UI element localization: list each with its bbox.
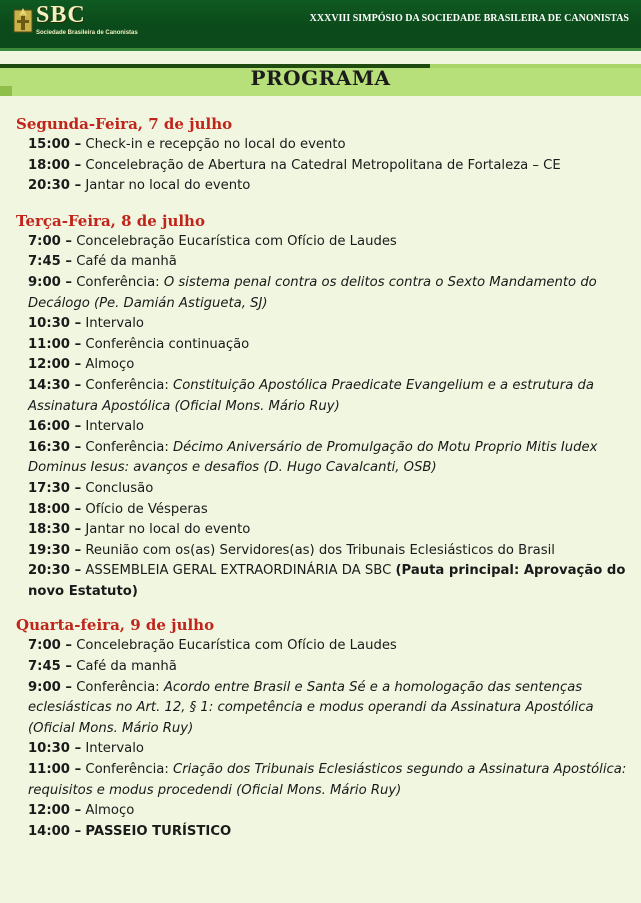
- schedule-item: 14:30 – Conferência: Constituição Apostólica Praedicate Evangelium e a estrutura da Assinatura Apostólica (Oficial Mons. Mário Ruy): [28, 377, 594, 414]
- schedule-item: 18:00 – Ofício de Vésperas: [28, 501, 208, 517]
- page-title: PROGRAMA: [250, 66, 391, 90]
- schedule-item: 19:30 – Reunião com os(as) Servidores(as) dos Tribunais Eclesiásticos do Brasil: [28, 542, 555, 558]
- header: [0, 0, 641, 48]
- day-heading: Terça-Feira, 8 de julho: [16, 211, 205, 230]
- schedule-item: 20:30 – Jantar no local do evento: [28, 178, 251, 194]
- logo: [12, 2, 142, 42]
- event-title: XXXVIII SIMPÓSIO DA SOCIEDADE BRASILEIRA DE CANONISTAS: [309, 13, 629, 24]
- logo-subtitle: Sociedade Brasileira de Canonistas: [36, 30, 138, 36]
- header-divider: [0, 48, 641, 51]
- day-heading: Quarta-feira, 9 de julho: [16, 616, 215, 635]
- schedule-item: 7:00 – Concelebração Eucarística com Ofício de Laudes: [28, 233, 397, 249]
- bishop-crest-icon: [12, 6, 34, 36]
- schedule-item: 12:00 – Almoço: [28, 803, 135, 819]
- schedule-item: 16:30 – Conferência: Décimo Aniversário de Promulgação do Motu Proprio Mitis Iudex Dominus Iesus: avanços e desafios (D. Hugo Cavalcanti, OSB): [28, 439, 598, 476]
- schedule-item: 18:00 – Concelebração de Abertura na Catedral Metropolitana de Fortaleza – CE: [28, 157, 561, 173]
- schedule-item: 9:00 – Conferência: Acordo entre Brasil e Santa Sé e a homologação das sentenças eclesiásticas no Art. 12, § 1: competência e modus operandi da Assinatura Apostólica (Oficial Mons. Mário Ruy): [28, 679, 594, 736]
- schedule-item: 9:00 – Conferência: O sistema penal contra os delitos contra o Sexto Mandamento do Decálogo (Pe. Damián Astigueta, SJ): [28, 274, 597, 311]
- schedule-item: 16:00 – Intervalo: [28, 419, 144, 435]
- day-heading: Segunda-Feira, 7 de julho: [16, 115, 233, 133]
- logo-text: SBC: [36, 2, 86, 28]
- schedule-item: 15:00 – Check-in e recepção no local do evento: [28, 137, 346, 152]
- schedule-item: 7:45 – Café da manhã: [28, 254, 177, 270]
- schedule-item: 17:30 – Conclusão: [28, 480, 154, 496]
- schedule-item: 7:00 – Concelebração Eucarística com Ofício de Laudes: [28, 638, 397, 654]
- schedule-item: 11:00 – Conferência continuação: [28, 336, 250, 352]
- schedule-item: 7:45 – Café da manhã: [28, 659, 177, 675]
- schedule-item: 20:30 – ASSEMBLEIA GERAL EXTRAORDINÁRIA DA SBC (Pauta principal: Aprovação do novo Estatuto): [28, 563, 626, 599]
- schedule-item: 10:30 – Intervalo: [28, 741, 144, 757]
- program: [0, 114, 641, 842]
- schedule-item: 12:00 – Almoço: [28, 357, 135, 373]
- schedule-item: 18:30 – Jantar no local do evento: [28, 522, 251, 538]
- schedule-item: 10:30 – Intervalo: [28, 316, 144, 332]
- schedule-item: 14:00 – PASSEIO TURÍSTICO: [28, 823, 232, 839]
- schedule-item: 11:00 – Conferência: Criação dos Tribunais Eclesiásticos segundo a Assinatura Apostólica: requisitos e modus procedendi (Oficial Mons. Mário Ruy): [28, 762, 627, 798]
